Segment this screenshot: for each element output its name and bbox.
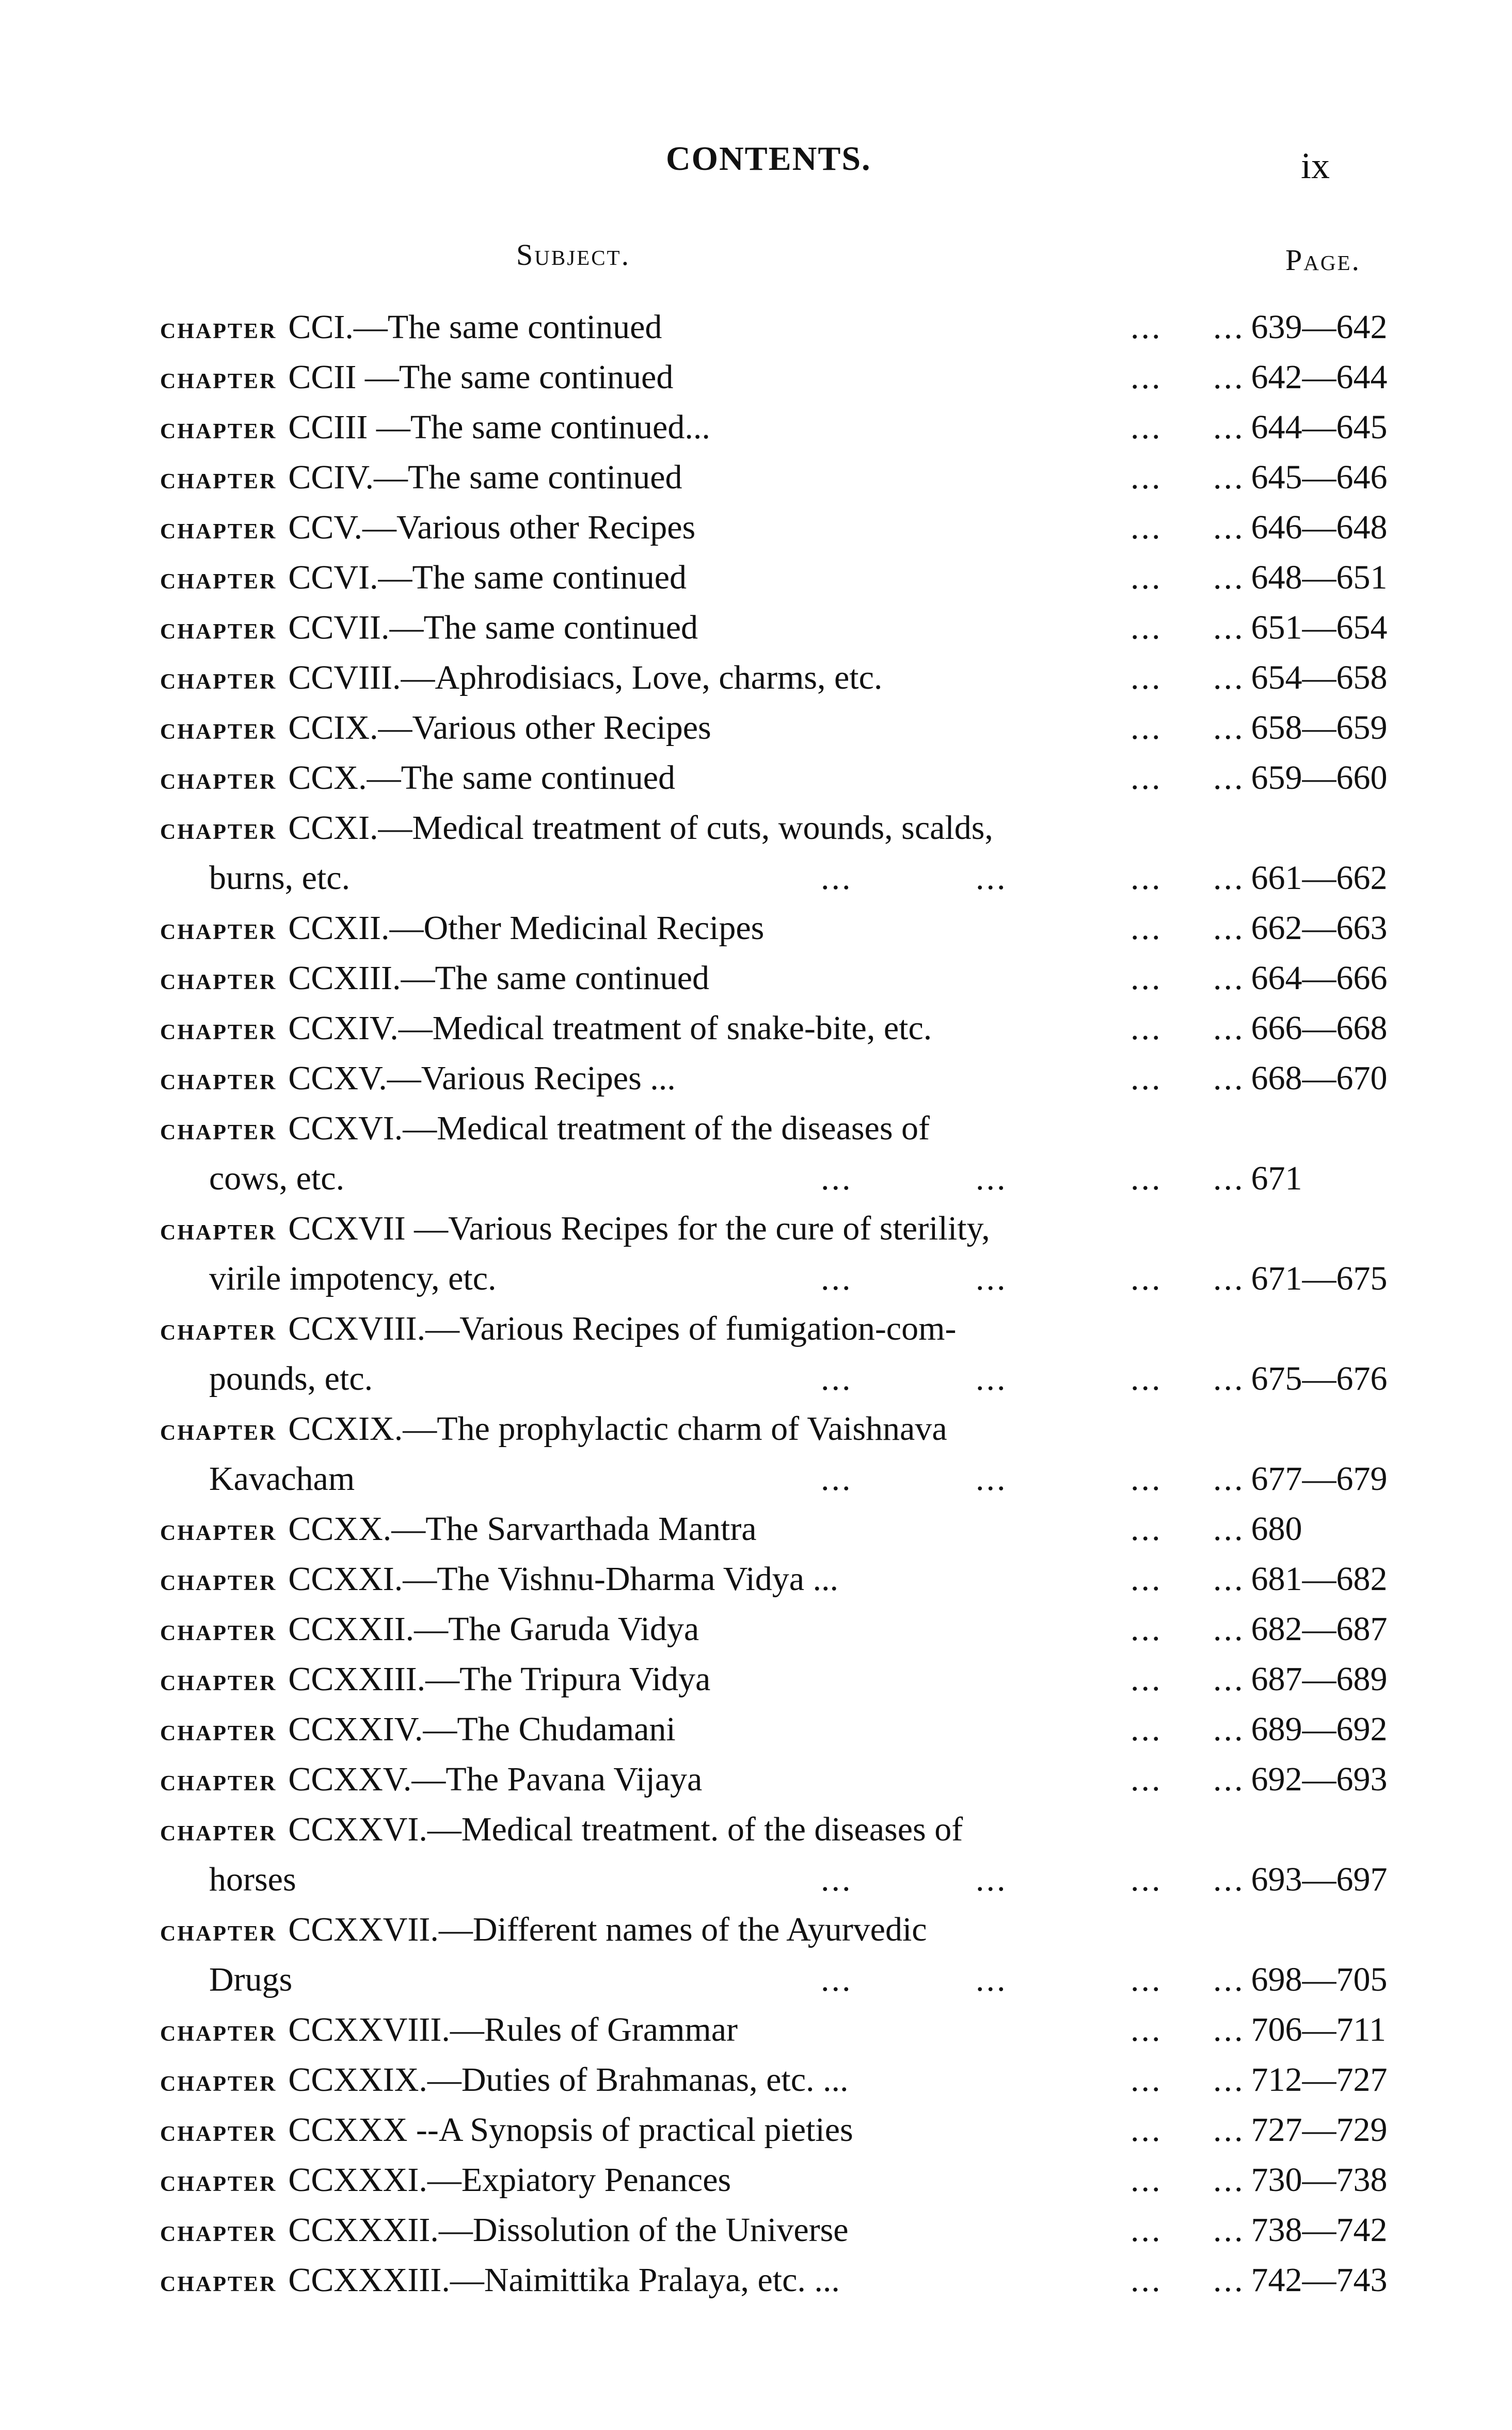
leader-dots: ... xyxy=(821,1961,853,1998)
entry-title-row xyxy=(160,1754,1388,1804)
leader-dots: ... xyxy=(1213,308,1245,346)
leader-dots: ... xyxy=(1131,909,1163,947)
entry-title-row xyxy=(160,1203,1383,1253)
page-range xyxy=(1213,1854,1388,1904)
entry-continuation-row xyxy=(160,853,1388,903)
chapter-label: CHAPTER xyxy=(160,520,277,544)
leader-dots: ... xyxy=(1213,1710,1245,1748)
chapter-title: cows, etc. xyxy=(209,1160,345,1197)
leader-dots: ... xyxy=(1131,2211,1163,2249)
chapter-title: burns, etc. xyxy=(209,859,351,897)
entry-title-row xyxy=(160,302,1388,352)
chapter-label: CHAPTER xyxy=(160,1221,277,1245)
leader-dots: ... xyxy=(821,1360,853,1397)
leader-dots: ... xyxy=(1131,2261,1163,2299)
contents-entry xyxy=(160,2105,1388,2155)
chapter-title: CCVII.—The same continued xyxy=(288,609,698,646)
leader-dots: ... xyxy=(976,1160,1008,1197)
page-numbers: 654—658 xyxy=(1251,659,1388,696)
chapter-label: CHAPTER xyxy=(160,1321,277,1345)
leader-dots: ... xyxy=(821,1160,853,1197)
leader-dots: ... xyxy=(1131,509,1163,546)
page-numbers: 680 xyxy=(1251,1510,1302,1548)
chapter-label: CHAPTER xyxy=(160,2172,277,2196)
entry-continuation-row xyxy=(160,1454,1388,1504)
contents-entry xyxy=(160,2255,1388,2305)
chapter-title: CCXI.—Medical treatment of cuts, wounds, scalds, xyxy=(288,809,993,847)
chapter-label: CHAPTER xyxy=(160,620,277,644)
leader-dots: ... xyxy=(1213,1260,1245,1297)
leader-dots: ... xyxy=(821,1460,853,1498)
chapter-label: CHAPTER xyxy=(160,1922,277,1946)
leader-dots: ... xyxy=(1131,1460,1163,1498)
contents-entry xyxy=(160,1404,1388,1504)
page-range xyxy=(1213,1354,1388,1404)
leader-dots: ... xyxy=(821,1260,853,1297)
leader-dots: ... xyxy=(1131,759,1163,797)
chapter-title: CCXXVI.—Medical treatment. of the diseases of xyxy=(288,1810,963,1848)
column-heading-subject: Subject. xyxy=(516,238,631,272)
leader-dots: ... xyxy=(1213,1360,1245,1397)
entry-title-row xyxy=(160,602,1388,653)
chapter-label: CHAPTER xyxy=(160,570,277,594)
page-numbers: 651—654 xyxy=(1251,609,1388,646)
contents-entry xyxy=(160,1203,1388,1304)
page-range xyxy=(1213,1654,1388,1704)
chapter-label: CHAPTER xyxy=(160,1071,277,1094)
page-range xyxy=(1213,2155,1388,2205)
leader-dots: ... xyxy=(1131,458,1163,496)
leader-dots: ... xyxy=(1131,659,1163,696)
page-number: ix xyxy=(1301,145,1330,186)
entry-title-row xyxy=(160,903,1388,953)
chapter-label: CHAPTER xyxy=(160,2122,277,2146)
chapter-title: CCXV.—Various Recipes ... xyxy=(288,1059,676,1097)
chapter-title: CCXXIV.—The Chudamani xyxy=(288,1710,676,1748)
entry-title-row xyxy=(160,2105,1388,2155)
entry-title-row xyxy=(160,1003,1388,1053)
entry-title-row xyxy=(160,1804,1383,1854)
entry-title-row xyxy=(160,1053,1388,1103)
chapter-title: CCVI.—The same continued xyxy=(288,559,687,596)
chapter-title: CCIV.—The same continued xyxy=(288,458,682,496)
entry-title-row xyxy=(160,2205,1388,2255)
page-range xyxy=(1213,2005,1387,2055)
entry-continuation-row xyxy=(160,1854,1388,1904)
page-range xyxy=(1213,1454,1388,1504)
chapter-title: CCII —The same continued xyxy=(288,358,674,396)
chapter-label: CHAPTER xyxy=(160,2072,277,2096)
leader-dots: ... xyxy=(1213,1510,1245,1548)
page-numbers: 644—645 xyxy=(1251,408,1388,446)
entry-title-row xyxy=(160,1103,1383,1153)
entry-title-row xyxy=(160,1704,1388,1754)
leader-dots: ... xyxy=(1131,1660,1163,1698)
leader-dots: ... xyxy=(1213,2161,1245,2199)
page-numbers: 712—727 xyxy=(1251,2061,1388,2099)
page-range xyxy=(1213,1053,1388,1103)
page-numbers: 698—705 xyxy=(1251,1961,1388,1998)
page-numbers: 693—697 xyxy=(1251,1861,1388,1898)
entry-continuation-row xyxy=(160,1955,1388,2005)
contents-entry xyxy=(160,1053,1388,1103)
leader-dots: ... xyxy=(1131,2111,1163,2149)
page-numbers: 727—729 xyxy=(1251,2111,1388,2149)
contents-entry xyxy=(160,402,1388,452)
chapter-title: CCXIII.—The same continued xyxy=(288,959,709,997)
chapter-label: CHAPTER xyxy=(160,320,277,343)
leader-dots: ... xyxy=(1131,408,1163,446)
chapter-title: CCXII.—Other Medicinal Recipes xyxy=(288,909,765,947)
leader-dots: ... xyxy=(1131,1360,1163,1397)
entry-title-row xyxy=(160,2055,1388,2105)
entry-title-row xyxy=(160,1904,1383,1955)
page-numbers: 730—738 xyxy=(1251,2161,1388,2199)
page-numbers: 671 xyxy=(1251,1160,1302,1197)
leader-dots: ... xyxy=(1213,458,1245,496)
contents-entry xyxy=(160,1554,1388,1604)
leader-dots: ... xyxy=(1131,959,1163,997)
leader-dots: ... xyxy=(1131,1961,1163,1998)
chapter-label: CHAPTER xyxy=(160,2222,277,2246)
leader-dots: ... xyxy=(1213,909,1245,947)
leader-dots: ... xyxy=(1131,709,1163,747)
contents-entry xyxy=(160,703,1388,753)
page-numbers: 639—642 xyxy=(1251,308,1388,346)
page-range xyxy=(1213,1253,1388,1304)
leader-dots: ... xyxy=(821,859,853,897)
page-numbers: 661—662 xyxy=(1251,859,1388,897)
entry-title-row xyxy=(160,803,1383,853)
contents-entry xyxy=(160,2055,1388,2105)
leader-dots: ... xyxy=(1131,1059,1163,1097)
page-range xyxy=(1213,2205,1388,2255)
contents-entry xyxy=(160,2205,1388,2255)
contents-entry xyxy=(160,953,1388,1003)
chapter-title: CCXXI.—The Vishnu-Dharma Vidya ... xyxy=(288,1560,839,1598)
chapter-title: CCVIII.—Aphrodisiacs, Love, charms, etc. xyxy=(288,659,883,696)
page-range xyxy=(1213,1153,1383,1203)
entry-title-row xyxy=(160,2255,1388,2305)
chapter-label: CHAPTER xyxy=(160,720,277,744)
leader-dots: ... xyxy=(1131,358,1163,396)
leader-dots: ... xyxy=(1213,408,1245,446)
chapter-title: virile impotency, etc. xyxy=(209,1260,497,1297)
page-numbers: 738—742 xyxy=(1251,2211,1388,2249)
entry-title-row xyxy=(160,552,1388,602)
page-range xyxy=(1213,1504,1383,1554)
contents-entry xyxy=(160,502,1388,552)
contents-entry xyxy=(160,1504,1383,1554)
chapter-title: CCXXVII.—Different names of the Ayurvedic xyxy=(288,1911,927,1948)
chapter-title: Kavacham xyxy=(209,1460,355,1498)
leader-dots: ... xyxy=(1131,1510,1163,1548)
entry-title-row xyxy=(160,1654,1388,1704)
contents-entry xyxy=(160,753,1388,803)
chapter-title: pounds, etc. xyxy=(209,1360,373,1397)
leader-dots: ... xyxy=(1213,1760,1245,1798)
leader-dots: ... xyxy=(1213,1610,1245,1648)
page-range xyxy=(1213,1604,1388,1654)
contents-entry xyxy=(160,352,1388,402)
contents-entry xyxy=(160,1103,1383,1203)
chapter-label: CHAPTER xyxy=(160,1121,277,1145)
page-numbers: 659—660 xyxy=(1251,759,1388,797)
chapter-label: CHAPTER xyxy=(160,1722,277,1745)
page-numbers: 642—644 xyxy=(1251,358,1388,396)
page-range xyxy=(1213,1554,1388,1604)
entry-continuation-row xyxy=(160,1354,1388,1404)
contents-entry xyxy=(160,1304,1388,1404)
entry-title-row xyxy=(160,653,1388,703)
page-range xyxy=(1213,1003,1388,1053)
leader-dots: ... xyxy=(976,1460,1008,1498)
leader-dots: ... xyxy=(1131,2161,1163,2199)
leader-dots: ... xyxy=(1213,759,1245,797)
page-numbers: 645—646 xyxy=(1251,458,1388,496)
leader-dots: ... xyxy=(976,859,1008,897)
chapter-title: CCIII —The same continued... xyxy=(288,408,710,446)
leader-dots: ... xyxy=(1213,1059,1245,1097)
entry-title-row xyxy=(160,753,1388,803)
entry-title-row xyxy=(160,953,1388,1003)
leader-dots: ... xyxy=(1131,609,1163,646)
entry-title-row xyxy=(160,2005,1387,2055)
entry-title-row xyxy=(160,1404,1383,1454)
contents-entry xyxy=(160,903,1388,953)
contents-entry xyxy=(160,2005,1387,2055)
page-range xyxy=(1213,552,1388,602)
leader-dots: ... xyxy=(1213,2061,1245,2099)
page-range xyxy=(1213,452,1388,502)
chapter-label: CHAPTER xyxy=(160,1521,277,1545)
leader-dots: ... xyxy=(1213,509,1245,546)
chapter-title: CCXX.—The Sarvarthada Mantra xyxy=(288,1510,757,1548)
chapter-label: CHAPTER xyxy=(160,920,277,944)
leader-dots: ... xyxy=(1213,659,1245,696)
leader-dots: ... xyxy=(1213,959,1245,997)
page-range xyxy=(1213,302,1388,352)
page-range xyxy=(1213,953,1388,1003)
column-heading-page: Page. xyxy=(1285,243,1361,277)
chapter-title: CCXIV.—Medical treatment of snake-bite, etc. xyxy=(288,1009,932,1047)
page-numbers: 648—651 xyxy=(1251,559,1388,596)
leader-dots: ... xyxy=(1213,609,1245,646)
chapter-title: CCXXIII.—The Tripura Vidya xyxy=(288,1660,711,1698)
leader-dots: ... xyxy=(1213,358,1245,396)
chapter-title: CCXXVIII.—Rules of Grammar xyxy=(288,2011,738,2048)
page-numbers: 675—676 xyxy=(1251,1360,1388,1397)
chapter-label: CHAPTER xyxy=(160,971,277,994)
page-numbers: 677—679 xyxy=(1251,1460,1388,1498)
page-numbers: 664—666 xyxy=(1251,959,1388,997)
chapter-label: CHAPTER xyxy=(160,1672,277,1695)
leader-dots: ... xyxy=(1131,308,1163,346)
chapter-title: CCV.—Various other Recipes xyxy=(288,509,696,546)
page-range xyxy=(1213,402,1388,452)
page-numbers: 671—675 xyxy=(1251,1260,1388,1297)
contents-entry xyxy=(160,1654,1388,1704)
page-range xyxy=(1213,1955,1388,2005)
contents-entry xyxy=(160,1904,1388,2005)
leader-dots: ... xyxy=(1131,1160,1163,1197)
entry-title-row xyxy=(160,703,1388,753)
entry-title-row xyxy=(160,452,1388,502)
contents-entry xyxy=(160,552,1388,602)
leader-dots: ... xyxy=(1213,1961,1245,1998)
leader-dots: ... xyxy=(1131,559,1163,596)
leader-dots: ... xyxy=(1131,1610,1163,1648)
page-range xyxy=(1213,352,1388,402)
chapter-label: CHAPTER xyxy=(160,820,277,844)
chapter-label: CHAPTER xyxy=(160,1622,277,1645)
page-range xyxy=(1213,1704,1388,1754)
entry-title-row xyxy=(160,2155,1388,2205)
page-range xyxy=(1213,2055,1388,2105)
contents-entry xyxy=(160,2155,1388,2205)
chapter-title: CCXVII —Various Recipes for the cure of sterility, xyxy=(288,1210,990,1247)
page-numbers: 742—743 xyxy=(1251,2261,1388,2299)
chapter-title: CCI.—The same continued xyxy=(288,308,662,346)
contents-entry xyxy=(160,302,1388,352)
chapter-title: CCXXX --A Synopsis of practical pieties xyxy=(288,2111,853,2149)
chapter-label: CHAPTER xyxy=(160,1571,277,1595)
entry-title-row xyxy=(160,1604,1388,1654)
running-title: CONTENTS. xyxy=(666,140,871,178)
leader-dots: ... xyxy=(976,1961,1008,1998)
entry-continuation-row xyxy=(160,1253,1388,1304)
contents-entry xyxy=(160,452,1388,502)
contents-entry xyxy=(160,1804,1388,1904)
page-numbers: 646—648 xyxy=(1251,509,1388,546)
page-numbers: 681—682 xyxy=(1251,1560,1388,1598)
page-range xyxy=(1213,753,1388,803)
leader-dots: ... xyxy=(976,1861,1008,1898)
page-range xyxy=(1213,502,1388,552)
contents-entry xyxy=(160,1003,1388,1053)
leader-dots: ... xyxy=(1213,2261,1245,2299)
contents-entry xyxy=(160,602,1388,653)
page-range xyxy=(1213,2105,1388,2155)
leader-dots: ... xyxy=(1213,1160,1245,1197)
leader-dots: ... xyxy=(976,1260,1008,1297)
entry-continuation-row xyxy=(160,1153,1383,1203)
contents-entry xyxy=(160,803,1388,903)
page-range xyxy=(1213,703,1388,753)
chapter-title: CCXXXII.—Dissolution of the Universe xyxy=(288,2211,849,2249)
leader-dots: ... xyxy=(1213,1460,1245,1498)
entry-title-row xyxy=(160,502,1388,552)
chapter-label: CHAPTER xyxy=(160,1421,277,1445)
leader-dots: ... xyxy=(1213,709,1245,747)
page-numbers: 668—670 xyxy=(1251,1059,1388,1097)
leader-dots: ... xyxy=(1131,2011,1163,2048)
entry-title-row xyxy=(160,1504,1383,1554)
contents-entry xyxy=(160,653,1388,703)
contents-entry xyxy=(160,1604,1388,1654)
chapter-label: CHAPTER xyxy=(160,2273,277,2296)
chapter-label: CHAPTER xyxy=(160,1021,277,1044)
entry-title-row xyxy=(160,1554,1388,1604)
leader-dots: ... xyxy=(1131,1009,1163,1047)
chapter-title: CCIX.—Various other Recipes xyxy=(288,709,711,747)
leader-dots: ... xyxy=(1213,559,1245,596)
chapter-title: CCXXII.—The Garuda Vidya xyxy=(288,1610,699,1648)
leader-dots: ... xyxy=(1131,1760,1163,1798)
chapter-title: CCXVI.—Medical treatment of the diseases of xyxy=(288,1109,930,1147)
leader-dots: ... xyxy=(976,1360,1008,1397)
page-numbers: 692—693 xyxy=(1251,1760,1388,1798)
chapter-title: CCX.—The same continued xyxy=(288,759,676,797)
chapter-title: CCXXIX.—Duties of Brahmanas, etc. ... xyxy=(288,2061,849,2099)
contents-list xyxy=(160,302,1388,2305)
page-numbers: 666—668 xyxy=(1251,1009,1388,1047)
chapter-title: CCXVIII.—Various Recipes of fumigation-com- xyxy=(288,1310,957,1347)
page-range xyxy=(1213,853,1388,903)
leader-dots: ... xyxy=(1213,859,1245,897)
leader-dots: ... xyxy=(821,1861,853,1898)
leader-dots: ... xyxy=(1131,2061,1163,2099)
chapter-label: CHAPTER xyxy=(160,2022,277,2046)
leader-dots: ... xyxy=(1131,1560,1163,1598)
leader-dots: ... xyxy=(1131,1710,1163,1748)
page-numbers: 662—663 xyxy=(1251,909,1388,947)
page-range xyxy=(1213,602,1388,653)
chapter-title: CCXXXI.—Expiatory Penances xyxy=(288,2161,731,2199)
page-numbers: 682—687 xyxy=(1251,1610,1388,1648)
chapter-label: CHAPTER xyxy=(160,1822,277,1846)
chapter-title: horses xyxy=(209,1861,296,1898)
page-numbers: 658—659 xyxy=(1251,709,1388,747)
chapter-title: CCXXXIII.—Naimittika Pralaya, etc. ... xyxy=(288,2261,840,2299)
entry-title-row xyxy=(160,352,1388,402)
page-numbers: 706—711 xyxy=(1251,2011,1387,2048)
leader-dots: ... xyxy=(1213,1009,1245,1047)
leader-dots: ... xyxy=(1213,1560,1245,1598)
contents-entry xyxy=(160,1704,1388,1754)
chapter-label: CHAPTER xyxy=(160,1772,277,1796)
chapter-label: CHAPTER xyxy=(160,670,277,694)
leader-dots: ... xyxy=(1213,1660,1245,1698)
page-range xyxy=(1213,903,1388,953)
page-range xyxy=(1213,2255,1388,2305)
page-numbers: 689—692 xyxy=(1251,1710,1388,1748)
leader-dots: ... xyxy=(1213,2211,1245,2249)
leader-dots: ... xyxy=(1213,2111,1245,2149)
chapter-label: CHAPTER xyxy=(160,420,277,443)
leader-dots: ... xyxy=(1131,859,1163,897)
leader-dots: ... xyxy=(1213,1861,1245,1898)
entry-title-row xyxy=(160,1304,1383,1354)
chapter-label: CHAPTER xyxy=(160,770,277,794)
chapter-title: CCXIX.—The prophylactic charm of Vaishnava xyxy=(288,1410,947,1448)
contents-entry xyxy=(160,1754,1388,1804)
page-range xyxy=(1213,653,1388,703)
chapter-title: CCXXV.—The Pavana Vijaya xyxy=(288,1760,703,1798)
leader-dots: ... xyxy=(1131,1260,1163,1297)
chapter-label: CHAPTER xyxy=(160,370,277,393)
leader-dots: ... xyxy=(1213,2011,1245,2048)
entry-title-row xyxy=(160,402,1388,452)
leader-dots: ... xyxy=(1131,1861,1163,1898)
chapter-label: CHAPTER xyxy=(160,470,277,494)
page-range xyxy=(1213,1754,1388,1804)
page-numbers: 687—689 xyxy=(1251,1660,1388,1698)
chapter-title: Drugs xyxy=(209,1961,293,1998)
